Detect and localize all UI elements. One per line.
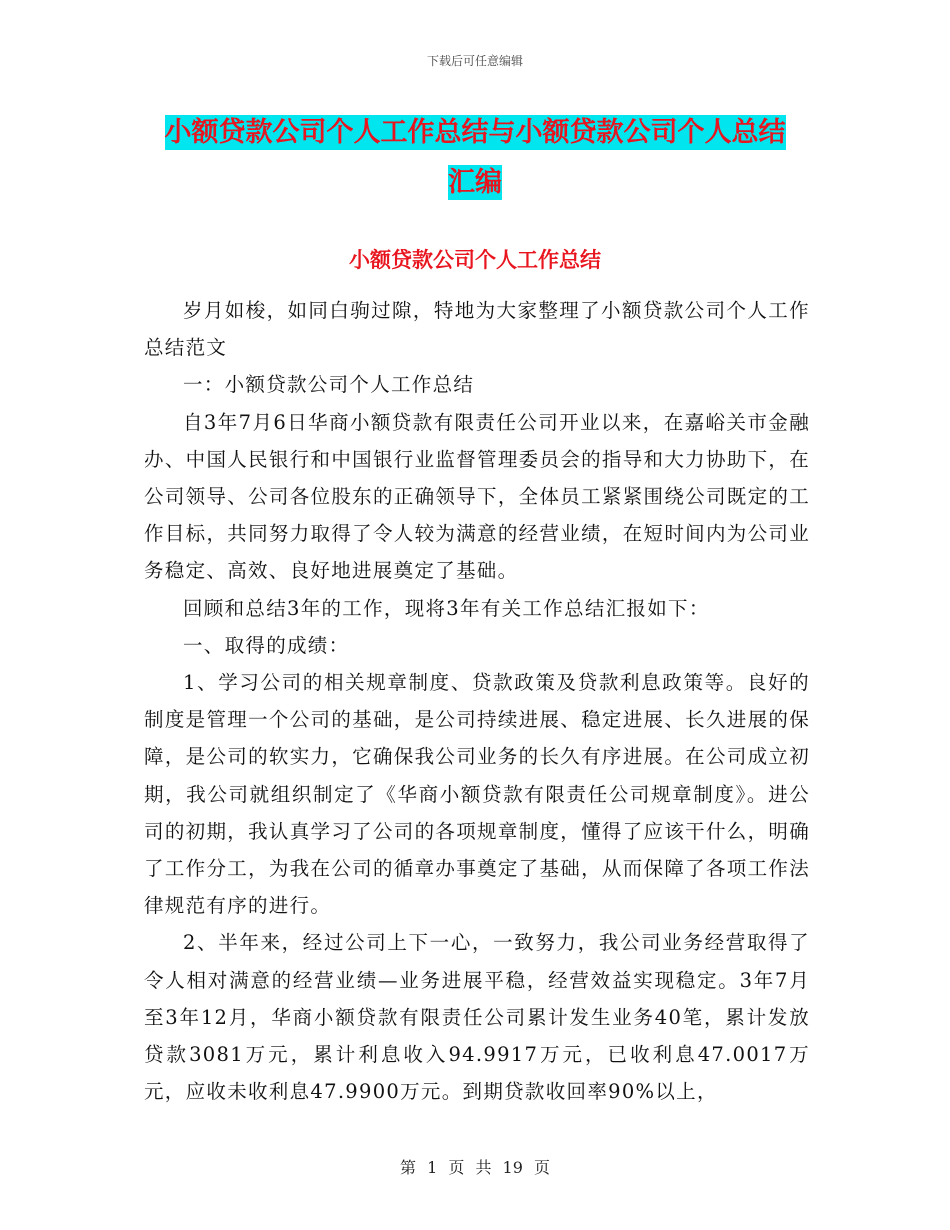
document-title-line-1: 小额贷款公司个人工作总结与小额贷款公司个人总结 <box>164 117 786 148</box>
paragraph: 2、半年来，经过公司上下一心，一致努力，我公司业务经营取得了令人相对满意的经营业绩—业务进展平稳，经营效益实现稳定。3年7月至3年12月，华商小额贷款有限责任公司累计发生业务40笔，累计发放贷款3081万元，累计利息收入94.9917万元，已收利息47.0017万元，应收未收利息47.9900万元。到期贷款收回率90%以上， <box>144 931 810 1104</box>
document-body <box>144 292 810 1110</box>
paragraph: 一、取得的成绩： <box>183 633 350 657</box>
paragraph: 一：小额贷款公司个人工作总结 <box>183 373 475 397</box>
paragraph: 自3年7月6日华商小额贷款有限责任公司开业以来，在嘉峪关市金融办、中国人民银行和中国银行业监督管理委员会的指导和大力协助下，在公司领导、公司各位股东的正确领导下，全体员工紧紧围绕公司既定的工作目标，共同努力取得了令人较为满意的经营业绩，在短时间内为公司业务稳定、高效、良好地进展奠定了基础。 <box>144 410 810 583</box>
document-title-line-2: 汇编 <box>448 167 502 198</box>
document-title <box>0 108 950 208</box>
page-header-note: 下载后可任意编辑 <box>426 54 523 68</box>
paragraph: 1、学习公司的相关规章制度、贷款政策及贷款利息政策等。良好的制度是管理一个公司的基础，是公司持续进展、稳定进展、长久进展的保障，是公司的软实力，它确保我公司业务的长久有序进展。在公司成立初期，我公司就组织制定了《华商小额贷款有限责任公司规章制度》。进公司的初期，我认真学习了公司的各项规章制度，懂得了应该干什么，明确了工作分工，为我在公司的循章办事奠定了基础，从而保障了各项工作法律规范有序的进行。 <box>144 671 810 918</box>
paragraph: 岁月如梭，如同白驹过隙，特地为大家整理了小额贷款公司个人工作总结范文 <box>144 299 810 360</box>
paragraph: 回顾和总结3年的工作，现将3年有关工作总结汇报如下： <box>183 596 710 620</box>
section-title: 小额贷款公司个人工作总结 <box>349 248 601 272</box>
page-number: 第 1 页 共 19 页 <box>400 1158 550 1177</box>
